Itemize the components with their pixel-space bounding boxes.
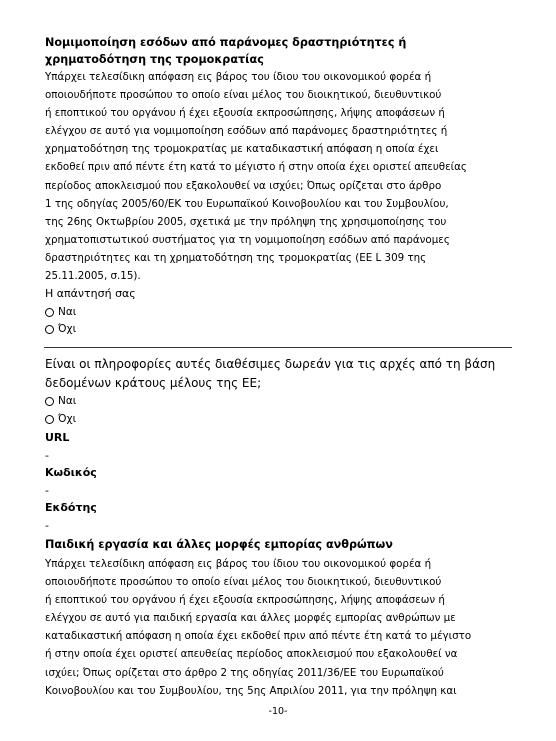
body-line: χρηματοπιστωτικού συστήματος για τη νομιμοποίηση εσόδων από παράνομες bbox=[45, 233, 450, 246]
answer-label: Η απάντησή σας bbox=[45, 287, 136, 300]
body-line: οποιουδήποτε προσώπου το οποίο είναι μέλος του διοικητικού, διευθυντικού bbox=[45, 89, 442, 102]
section-body-child-labour bbox=[45, 555, 471, 700]
title-line: Νομιμοποίηση εσόδων από παράνομες δραστηριότητες ή bbox=[45, 36, 407, 49]
section-title-child-labour: Παιδική εργασία και άλλες μορφές εμπορίας ανθρώπων bbox=[45, 538, 393, 551]
body-line: οποιουδήποτε προσώπου το οποίο είναι μέλος του διοικητικού, διευθυντικού bbox=[45, 576, 442, 589]
body-line: καταδικαστική απόφαση η οποία έχει εκδοθεί πριν από πέντε έτη κατά το μέγιστο bbox=[45, 630, 472, 643]
code-label: Κωδικός bbox=[45, 466, 97, 479]
body-line: της 26ης Οκτωβρίου 2005, σχετικά με την πρόληψη της χρησιμοποίησης του bbox=[45, 215, 447, 228]
issuer-value: - bbox=[45, 519, 49, 532]
issuer-label: Εκδότης bbox=[45, 501, 97, 514]
body-line: ή στην οποία έχει οριστεί απευθείας περίοδος αποκλεισμού που εξακολουθεί να bbox=[45, 648, 458, 661]
question-line: δεδομένων κράτους μέλους της ΕΕ; bbox=[45, 376, 262, 390]
section-title-money-laundering bbox=[45, 35, 406, 68]
body-line: 1 της οδηγίας 2005/60/ΕΚ του Ευρωπαϊκού Κοινοβουλίου και του Συμβουλίου, bbox=[45, 197, 449, 210]
page-number: -10- bbox=[268, 706, 288, 717]
radio-circle-icon[interactable] bbox=[45, 397, 54, 406]
radio-option-label: Όχι bbox=[58, 323, 77, 335]
section-body-money-laundering bbox=[45, 68, 467, 285]
body-line: ή εποπτικού του οργάνου ή έχει εξουσία εκπροσώπησης, λήψης αποφάσεων ή bbox=[45, 594, 445, 607]
title-line: χρηματοδότηση της τρομοκρατίας bbox=[45, 52, 264, 66]
body-line: περίοδος αποκλεισμού που εξακολουθεί να ισχύει; Όπως ορίζεται στο άρθρο bbox=[45, 179, 442, 192]
body-line: χρηματοδότηση της τρομοκρατίας με καταδικαστική απόφαση η οποία έχει bbox=[45, 143, 439, 156]
body-line: Υπάρχει τελεσίδικη απόφαση εις βάρος του ίδιου του οικονομικού φορέα ή bbox=[45, 71, 432, 83]
url-value: - bbox=[45, 449, 49, 462]
radio-option-yes[interactable] bbox=[45, 306, 76, 318]
radio-circle-icon[interactable] bbox=[45, 325, 54, 334]
url-label: URL bbox=[45, 431, 70, 444]
section-divider bbox=[44, 347, 512, 348]
body-line: ελέγχου σε αυτό για νομιμοποίηση εσόδων από παράνομες δραστηριότητες ή bbox=[45, 125, 448, 138]
radio-circle-icon[interactable] bbox=[45, 308, 54, 317]
body-line: Υπάρχει τελεσίδικη απόφαση εις βάρος του ίδιου του οικονομικού φορέα ή bbox=[45, 558, 432, 570]
body-line: εκδοθεί πριν από πέντε έτη κατά το μέγιστο ή στην οποία έχει οριστεί απευθείας bbox=[45, 161, 467, 174]
radio-option-no[interactable] bbox=[45, 323, 76, 335]
radio-option-yes[interactable] bbox=[45, 395, 76, 407]
radio-option-no[interactable] bbox=[45, 413, 76, 425]
availability-question bbox=[45, 355, 495, 393]
radio-option-label: Όχι bbox=[58, 413, 77, 425]
body-line: 25.11.2005, σ.15). bbox=[45, 270, 141, 283]
body-line: δραστηριότητες και τη χρηματοδότηση της τρομοκρατίας (ΕΕ L 309 της bbox=[45, 251, 427, 264]
radio-option-label: Ναι bbox=[58, 306, 77, 318]
body-line: ή εποπτικού του οργάνου ή έχει εξουσία εκπροσώπησης, λήψης αποφάσεων ή bbox=[45, 107, 445, 120]
body-line: Κοινοβουλίου και του Συμβουλίου, της 5ης Απριλίου 2011, για την πρόληψη και bbox=[45, 684, 457, 697]
radio-circle-icon[interactable] bbox=[45, 415, 54, 424]
body-line: ισχύει; Όπως ορίζεται στο άρθρο 2 της οδηγίας 2011/36/ΕΕ του Ευρωπαϊκού bbox=[45, 666, 444, 679]
radio-option-label: Ναι bbox=[58, 395, 77, 407]
body-line: ελέγχου σε αυτό για παιδική εργασία και άλλες μορφές εμπορίας ανθρώπων με bbox=[45, 612, 456, 625]
question-line: Είναι οι πληροφορίες αυτές διαθέσιμες δωρεάν για τις αρχές από τη βάση bbox=[45, 357, 496, 371]
code-value: - bbox=[45, 484, 49, 497]
